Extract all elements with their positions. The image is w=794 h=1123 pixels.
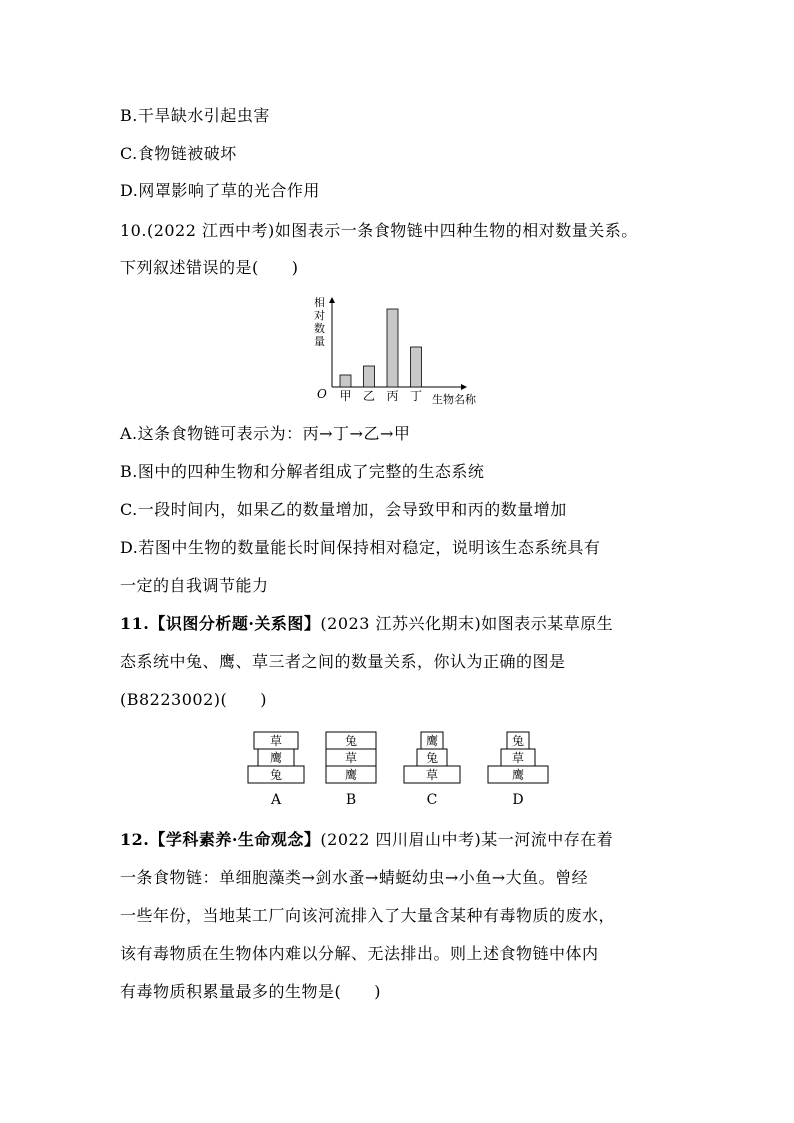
chart-y-label-2: 对 [314,309,325,322]
q10-option-b: B.图中的四种生物和分解者组成了完整的生态系统 [120,462,485,481]
chart-y-label-1: 相 [314,296,325,309]
pyramid-tier-label: 草 [344,751,358,765]
pyramid-figure-label: A [270,792,282,808]
bar-3 [387,309,398,387]
q10-option-c: C.一段时间内，如果乙的数量增加，会导致甲和丙的数量增加 [120,500,567,519]
pyramid-tier-label: 草 [511,751,525,765]
pyramid-tier-label: 兔 [269,768,283,782]
chart-y-label-3: 数 [314,322,325,335]
q9-option-c: C.食物链被破坏 [120,144,237,163]
q12-stem-line4: 该有毒物质在生物体内难以分解、无法排出。则上述食物链中体内 [120,944,599,963]
q12-stem-rest: (2022 四川眉山中考)某一河流中存在着 [320,830,614,849]
pyramid-tier-label: 兔 [511,734,525,748]
bar-4 [411,347,422,387]
q10-stem-line1: 10.(2022 江西中考)如图表示一条食物链中四种生物的相对数量关系。 [120,221,638,240]
bar-1 [340,375,351,387]
q12-stem-line1 [120,830,613,850]
chart-x-label: 生物名称 [432,393,476,406]
pyramid-figure-d [488,732,548,808]
pyramid-tier-label: 草 [269,734,283,748]
q11-number: 11. [120,614,150,633]
pyramid-figure-label: B [345,792,357,808]
q10-stem-line2: 下列叙述错误的是( ) [120,258,299,277]
pyramid-figure-label: D [512,792,524,808]
pyramid-tier-label: 草 [425,768,439,782]
category-label-3: 丙 [386,389,399,403]
q10-option-a: A.这条食物链可表示为：丙→丁→乙→甲 [120,424,411,443]
pyramid-figure-a [248,732,304,808]
q12-number: 12. [120,830,150,849]
chart-y-label-4: 量 [314,335,325,348]
chart-origin-label: O [317,387,327,401]
q10-option-d-line2: 一定的自我调节能力 [120,576,269,595]
bar-2 [364,366,375,387]
pyramid-figure-label: C [426,792,438,808]
chart-category-labels [339,389,422,403]
q11-pyramid-figures [240,728,560,812]
q11-stem-line3: (B8223002)( ) [120,690,267,709]
category-label-1: 甲 [339,389,352,403]
q10-bar-chart [300,292,480,410]
q12-stem-line2: 一条食物链：单细胞藻类→剑水蚤→蜻蜓幼虫→小鱼→大鱼。曾经 [120,868,589,887]
q11-tag: 【识图分析题·关系图】 [149,614,321,633]
pyramid-tier-label: 兔 [425,751,439,765]
category-label-2: 乙 [362,389,376,403]
q11-stem-rest: (2023 江苏兴化期末)如图表示某草原生 [320,614,614,633]
q11-stem-line1 [120,614,613,634]
pyramid-tier-label: 鹰 [344,768,358,782]
q11-stem-line2: 态系统中兔、鹰、草三者之间的数量关系，你认为正确的图是 [120,652,566,671]
q10-option-d-line1: D.若图中生物的数量能长时间保持相对稳定，说明该生态系统具有 [120,538,601,557]
pyramid-tier-label: 鹰 [511,768,525,782]
pyramid-tier-label: 鹰 [269,751,283,765]
q12-tag: 【学科素养·生命观念】 [149,830,321,849]
pyramid-tier-label: 鹰 [425,734,439,748]
q9-option-d: D.网罩影响了草的光合作用 [120,181,320,200]
pyramid-figure-c [404,732,460,808]
q12-stem-line5: 有毒物质积累量最多的生物是( ) [120,982,381,1001]
q12-stem-line3: 一些年份，当地某工厂向该河流排入了大量含某种有毒物质的废水， [120,906,616,925]
pyramid-figure-b [326,732,376,808]
chart-bars [340,309,422,387]
category-label-4: 丁 [409,389,423,403]
pyramid-tier-label: 兔 [344,734,358,748]
q9-option-b: B.干旱缺水引起虫害 [120,106,270,125]
